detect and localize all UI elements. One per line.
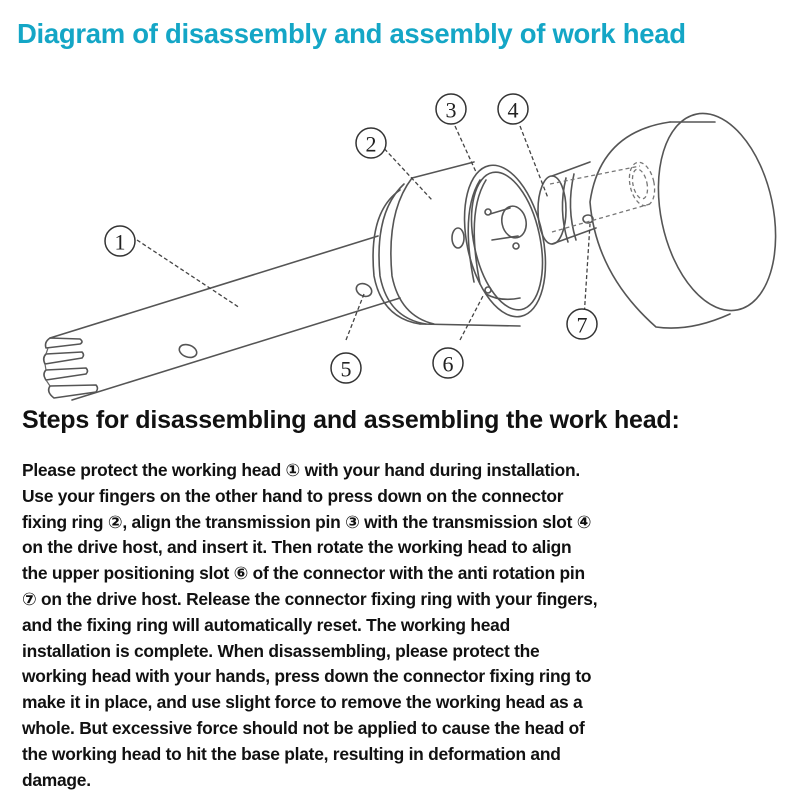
instruction-line: on the drive host, and insert it. Then rotate the working head to align (22, 537, 572, 558)
callout-2-number: 2 (365, 131, 377, 157)
callout-3 (436, 94, 466, 124)
callout-6-number: 6 (442, 351, 454, 377)
instruction-line: installation is complete. When disassembling, please protect the (22, 640, 540, 661)
callout-7 (567, 309, 597, 339)
drive-host (538, 103, 793, 329)
callout-3-number: 3 (445, 97, 457, 123)
page-title: Diagram of disassembly and assembly of work head (17, 18, 686, 49)
instruction-line: ⑦ on the drive host. Release the connector fixing ring with your fingers, (22, 588, 598, 609)
callout-5-number: 5 (340, 356, 352, 382)
instruction-line: damage. (22, 769, 91, 790)
instruction-line: the working head to hit the base plate, resulting in deformation and (22, 743, 561, 764)
instruction-line: whole. But excessive force should not be applied to cause the head of (22, 717, 585, 738)
callout-1 (105, 226, 135, 256)
instruction-line: and the fixing ring will automatically reset. The working head (22, 614, 510, 635)
steps-heading: Steps for disassembling and assembling the work head: (22, 406, 680, 434)
callout-5 (331, 353, 361, 383)
exploded-view-drawing (0, 62, 800, 402)
callout-4-number: 4 (507, 97, 519, 123)
work-head-diagram (0, 62, 800, 402)
instruction-line: fixing ring ②, align the transmission pin ③ with the transmission slot ④ (22, 511, 592, 532)
instruction-line: make it in place, and use slight force to remove the working head as a (22, 692, 583, 713)
instruction-line: working head with your hands, press down the connector fixing ring to (22, 666, 592, 687)
callout-1-number: 1 (114, 229, 126, 255)
steps-instructions (22, 458, 792, 793)
instruction-line: Please protect the working head ① with your hand during installation. (22, 460, 580, 480)
instruction-line: Use your fingers on the other hand to press down on the connector (22, 485, 564, 506)
callout-4 (498, 94, 528, 124)
connector-body (373, 158, 558, 326)
callout-7-number: 7 (576, 312, 588, 338)
leader-lines (137, 126, 590, 340)
callout-6 (433, 348, 463, 378)
instruction-line: the upper positioning slot ⑥ of the connector with the anti rotation pin (22, 563, 585, 584)
callout-2 (356, 128, 386, 158)
